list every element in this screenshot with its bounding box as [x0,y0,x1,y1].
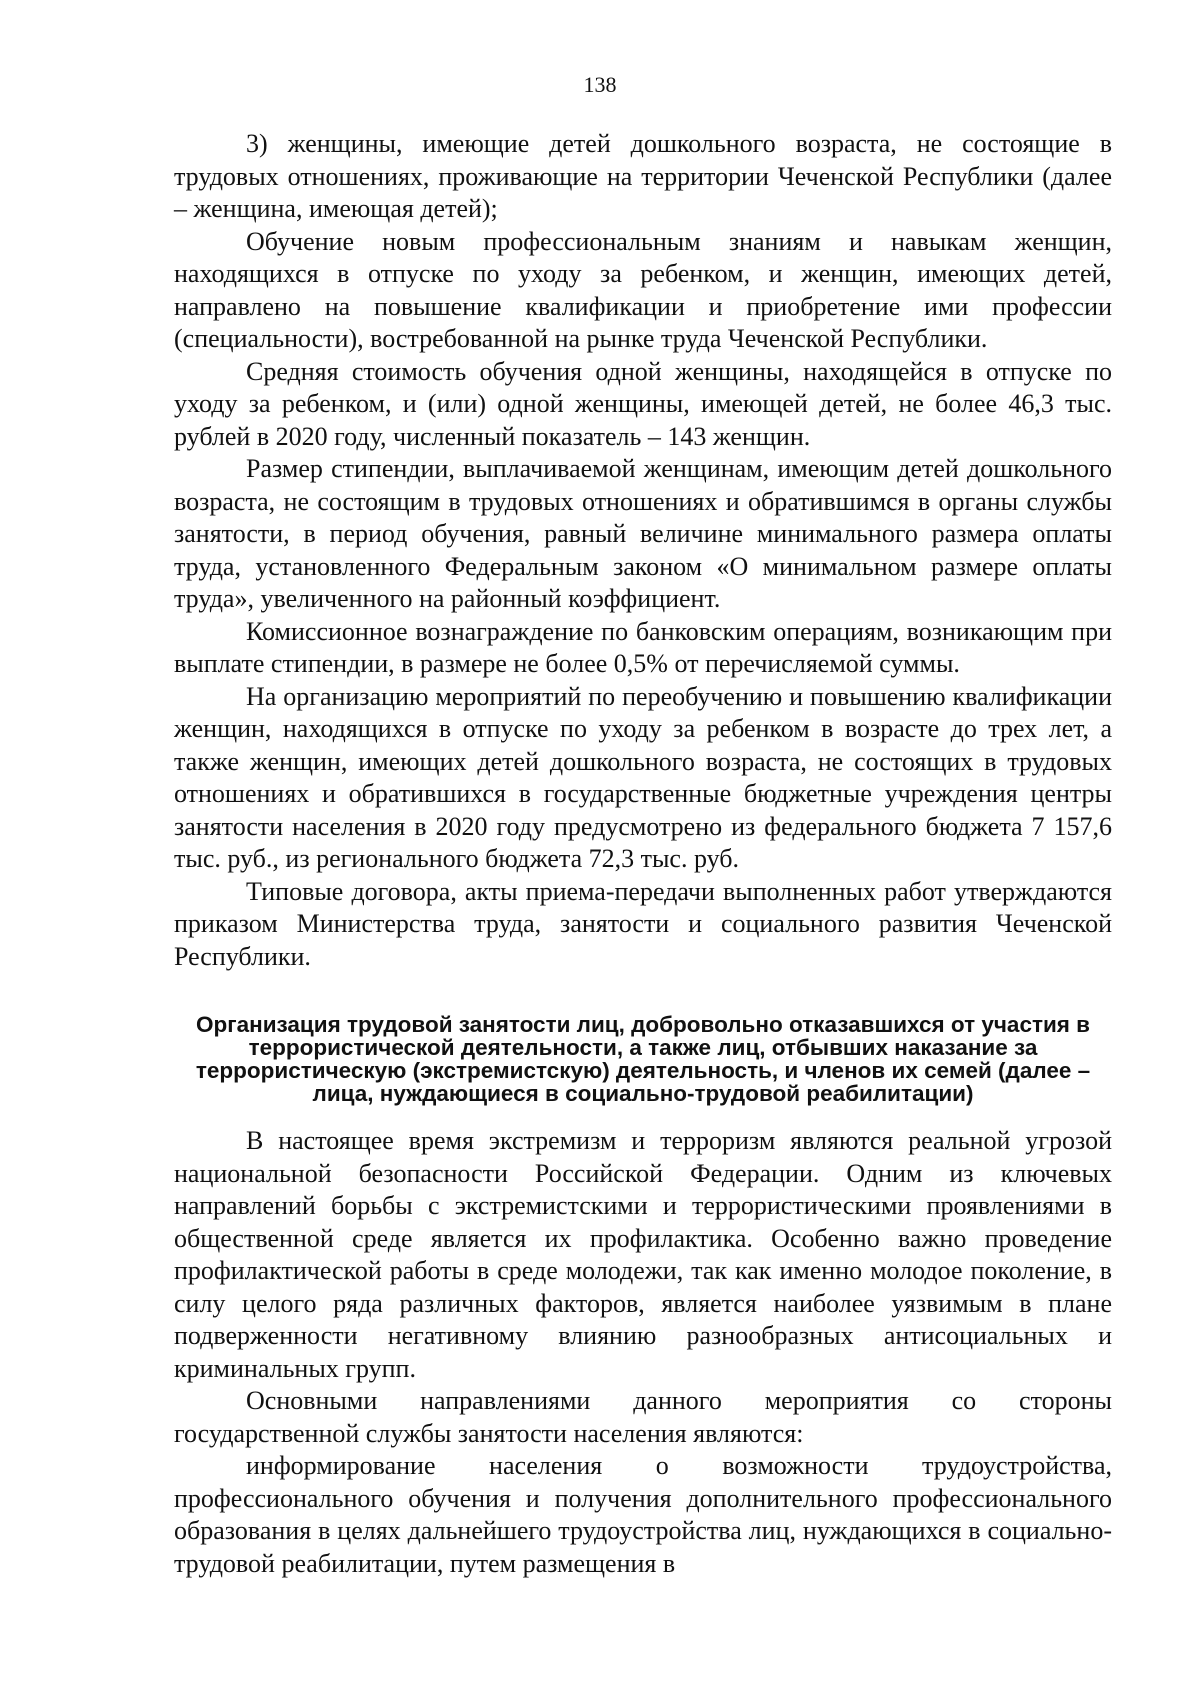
paragraph-bank-commission: Комиссионное вознаграждение по банковским операциям, возникающим при выплате стипендии, в размере не более 0,5% от перечисляемой суммы. [174,616,1112,678]
paragraph-funding: На организацию мероприятий по переобучению и повышению квалификации женщин, находящихся в отпуске по уходу за ребенком в возрасте до трех лет, а также женщин, имеющих детей дошкольного возраста, не состоящих в трудовых отношениях и обратившихся в государственные бюджетные учреждения центры занятости населения в 2020 году предусмотрено из федерального бюджета 7 157,6 тыс. руб., из регионального бюджета 72,3 тыс. руб. [174,681,1112,873]
paragraph-women-category: 3) женщины, имеющие детей дошкольного возраста, не состоящие в трудовых отношениях, проживающие на территории Чеченской Республики (далее – женщина, имеющая детей); [174,129,1112,223]
paragraph-informing: информирование населения о возможности трудоустройства, профессионального обучения и получения дополнительного профессионального образования в целях дальнейшего трудоустройства лиц, нуждающихся в социально-трудовой реабилитации, путем размещения в [174,1451,1112,1578]
section-heading: Организация трудовой занятости лиц, добровольно отказавшихся от участия в террористической деятельности, а также лиц, отбывших наказание за террористическую (экстремистскую) деятельность, и членов их семей (далее – лица, нуждающиеся в социально-трудовой реабилитации) [195,1012,1091,1106]
document-body [174,128,1112,1580]
paragraph-training-purpose: Обучение новым профессиональным знаниям и навыкам женщин, находящихся в отпуске по уходу за ребенком, и женщин, имеющих детей, направлено на повышение квалификации и приобретение ими профессии (специальности), востребованной на рынке труда Чеченской Республики. [174,226,1112,353]
paragraph-training-cost: Средняя стоимость обучения одной женщины, находящейся в отпуске по уходу за ребенком, и (или) одной женщины, имеющей детей, не более 46,3 тыс. рублей в 2020 году, численный показатель – 143 женщин. [174,356,1112,451]
paragraph-main-directions: Основными направлениями данного мероприятия со стороны государственной службы занятости населения являются: [174,1386,1112,1448]
paragraph-extremism-threat: В настоящее время экстремизм и терроризм являются реальной угрозой национальной безопасности Российской Федерации. Одним из ключевых направлений борьбы с экстремистскими и террористическими проявлениями в общественной среде является их профилактика. Особенно важно проведение профилактической работы в среде молодежи, так как именно молодое поколение, в силу целого ряда различных факторов, является наиболее уязвимым в плане подверженности негативному влиянию разнообразных антисоциальных и криминальных групп. [174,1126,1112,1383]
page-number: 138 [583,72,617,97]
paragraph-contracts: Типовые договора, акты приема-передачи выполненных работ утверждаются приказом Министерства труда, занятости и социального развития Чеченской Республики. [174,876,1112,971]
paragraph-stipend-size: Размер стипендии, выплачиваемой женщинам, имеющим детей дошкольного возраста, не состоящим в трудовых отношениях и обратившимся в органы службы занятости, в период обучения, равный величине минимального размера оплаты труда, установленного Федеральным законом «О минимальном размере оплаты труда», увеличенного на районный коэффициент. [174,454,1112,613]
